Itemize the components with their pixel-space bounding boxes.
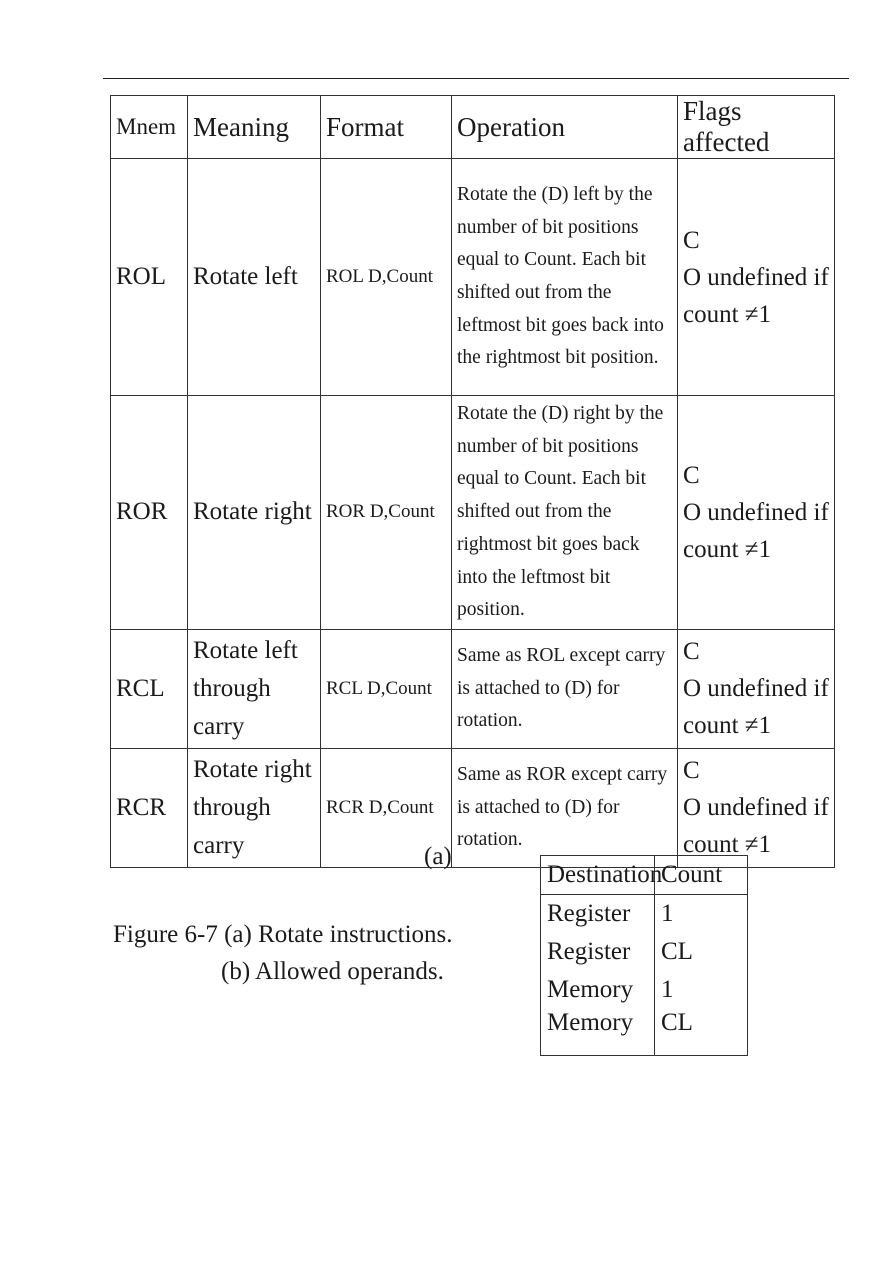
header-mnem: Mnem (111, 96, 188, 159)
destination-cell: Memory (541, 1009, 655, 1056)
header-operation: Operation (452, 96, 678, 159)
meaning-cell: Rotate left through carry (188, 629, 321, 748)
format-cell: ROR D,Count (321, 396, 452, 630)
operation-cell: Rotate the (D) right by the number of bit positions equal to Count. Each bit shifted out from the rightmost bit goes back into the leftmost bit position. (452, 396, 678, 630)
operation-cell: Same as ROR except carry is attached to (D) for rotation. (452, 748, 678, 867)
flags-text: C O undefined if count ≠1 (683, 757, 829, 859)
flags-cell (678, 748, 835, 867)
header-destination: Destination (541, 856, 655, 895)
flags-cell (678, 159, 835, 396)
table-row (111, 159, 835, 396)
count-cell: 1 (655, 895, 748, 934)
count-cell: CL (655, 1009, 748, 1056)
table-row (111, 629, 835, 748)
header-count: Count (655, 856, 748, 895)
flags-text: C O undefined if count ≠1 (683, 226, 829, 328)
caption-line-2: (b) Allowed operands. (221, 958, 444, 985)
format-cell: ROL D,Count (321, 159, 452, 396)
operation-cell: Rotate the (D) left by the number of bit positions equal to Count. Each bit shifted out from the leftmost bit goes back into the rightmost bit position. (452, 159, 678, 396)
table-row (541, 1009, 748, 1056)
count-cell: 1 (655, 971, 748, 1009)
table-row (541, 933, 748, 971)
caption-line-1: Figure 6-7 (a) Rotate instructions. (113, 921, 453, 948)
figure-caption (113, 916, 453, 990)
mnem-cell: RCL (111, 629, 188, 748)
mnem-cell: ROR (111, 396, 188, 630)
meaning-cell: Rotate left (188, 159, 321, 396)
meaning-cell: Rotate right (188, 396, 321, 630)
table-row (541, 971, 748, 1009)
table-row (111, 748, 835, 867)
header-meaning: Meaning (188, 96, 321, 159)
table-header-row (111, 96, 835, 159)
table-header-row (541, 856, 748, 895)
mnem-cell: ROL (111, 159, 188, 396)
destination-cell: Memory (541, 971, 655, 1009)
destination-cell: Register (541, 933, 655, 971)
allowed-operands-table (540, 855, 748, 1056)
header-format: Format (321, 96, 452, 159)
format-cell: RCL D,Count (321, 629, 452, 748)
table-row (111, 396, 835, 630)
header-rule (103, 78, 849, 79)
count-cell: CL (655, 933, 748, 971)
subfigure-label-a: (a) (424, 843, 452, 870)
operation-cell: Same as ROL except carry is attached to (D) for rotation. (452, 629, 678, 748)
destination-cell: Register (541, 895, 655, 934)
format-cell: RCR D,Count (321, 748, 452, 867)
table-row (541, 895, 748, 934)
flags-cell (678, 396, 835, 630)
mnem-cell: RCR (111, 748, 188, 867)
header-flags: Flags affected (678, 96, 835, 159)
flags-cell (678, 629, 835, 748)
flags-text: C O undefined if count ≠1 (683, 638, 829, 740)
meaning-cell: Rotate right through carry (188, 748, 321, 867)
rotate-instructions-table (110, 95, 835, 868)
flags-text: C O undefined if count ≠1 (683, 461, 829, 563)
